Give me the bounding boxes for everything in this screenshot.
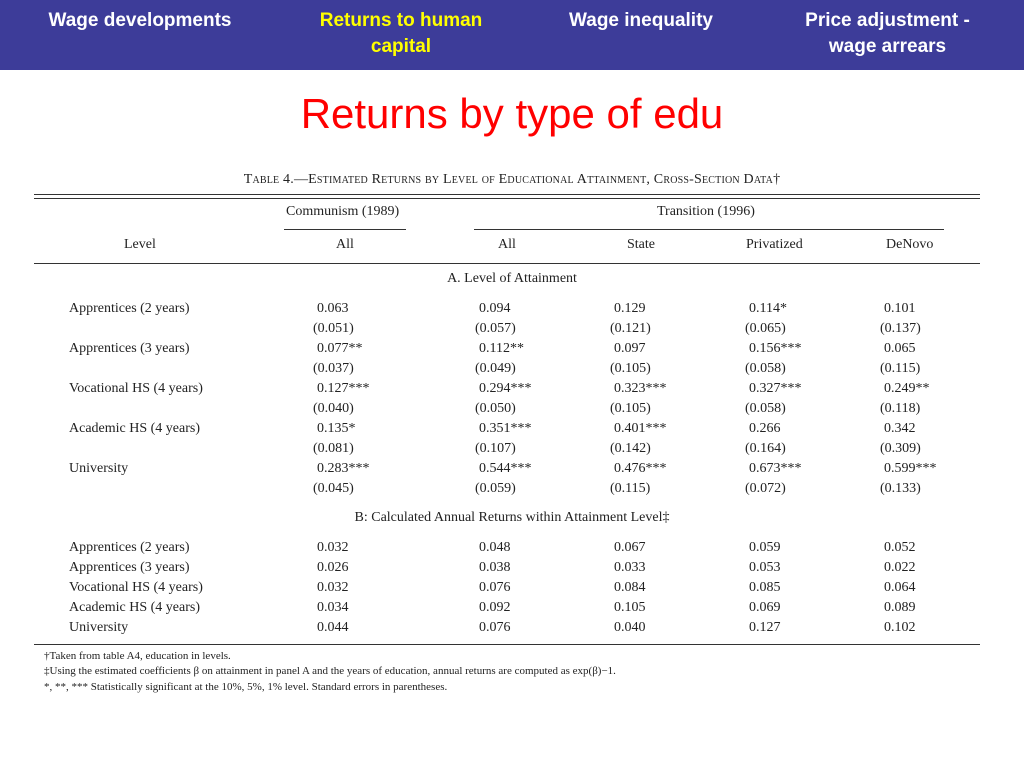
table-cell-coefficient: 0.063 [317,301,349,316]
table-cell-standard-error: (0.051) [313,321,354,336]
table-cell-annual-return: 0.059 [749,540,781,555]
table-cell-standard-error: (0.050) [475,401,516,416]
transition-underline [474,229,944,230]
table-cell-coefficient: 0.342 [884,421,916,436]
table-cell-annual-return: 0.044 [317,620,349,635]
table-cell-standard-error: (0.059) [475,481,516,496]
table-cell-coefficient: 0.112** [479,341,524,356]
nav-item-label-line2: wage arrears [828,36,947,57]
table-cell-coefficient: 0.156*** [749,341,802,356]
table-cell-annual-return: 0.040 [614,620,646,635]
table-cell-coefficient: 0.673*** [749,461,802,476]
row-label: Apprentices (3 years) [69,560,190,575]
header-rule [34,263,980,264]
table-cell-standard-error: (0.045) [313,481,354,496]
table-cell-annual-return: 0.053 [749,560,781,575]
table-cell-coefficient: 0.323*** [614,381,667,396]
table-cell-annual-return: 0.084 [614,580,646,595]
table-cell-standard-error: (0.081) [313,441,354,456]
nav-item-label-line2: capital [370,36,432,57]
nav-item-wage-developments[interactable] [18,8,262,34]
row-label: Vocational HS (4 years) [69,381,203,396]
header-transition: Transition (1996) [657,204,755,219]
nav-item-label: Wage developments [48,10,232,31]
table-cell-coefficient: 0.266 [749,421,781,436]
table-cell-standard-error: (0.049) [475,361,516,376]
table-cell-annual-return: 0.085 [749,580,781,595]
table-cell-coefficient: 0.114* [749,301,787,316]
table-cell-standard-error: (0.133) [880,481,921,496]
table-cell-standard-error: (0.057) [475,321,516,336]
table-cell-coefficient: 0.127*** [317,381,370,396]
table-cell-coefficient: 0.351*** [479,421,532,436]
slide-title: Returns by type of edu [300,90,724,137]
table-cell-annual-return: 0.032 [317,580,349,595]
bottom-rule [34,644,980,645]
table-cell-annual-return: 0.127 [749,620,781,635]
col-header-level: Level [124,237,156,252]
nav-item-wage-inequality[interactable] [538,8,744,34]
nav-item-label: Wage inequality [569,10,713,31]
col-header-all-1996: All [498,237,516,252]
table-cell-coefficient: 0.476*** [614,461,667,476]
table-cell-standard-error: (0.072) [745,481,786,496]
table-cell-standard-error: (0.065) [745,321,786,336]
table-cell-coefficient: 0.327*** [749,381,802,396]
table-cell-coefficient: 0.094 [479,301,511,316]
table-cell-coefficient: 0.294*** [479,381,532,396]
table-cell-coefficient: 0.283*** [317,461,370,476]
top-rule-second [34,198,980,199]
table-caption: Table 4.—Estimated Returns by Level of Educational Attainment, Cross-Section Data† [243,172,781,187]
table-cell-annual-return: 0.022 [884,560,916,575]
table-cell-annual-return: 0.033 [614,560,646,575]
table-cell-annual-return: 0.034 [317,600,349,615]
table-cell-annual-return: 0.076 [479,580,511,595]
nav-item-returns-to-human-capital[interactable] [283,8,519,60]
table-cell-standard-error: (0.107) [475,441,516,456]
table-cell-coefficient: 0.249** [884,381,930,396]
table-cell-annual-return: 0.102 [884,620,916,635]
footnote-dagger: †Taken from table A4, education in levels. [44,650,231,662]
table-cell-coefficient: 0.544*** [479,461,532,476]
table-cell-coefficient: 0.135* [317,421,356,436]
table-cell-standard-error: (0.058) [745,361,786,376]
row-label: University [69,461,129,476]
table-cell-annual-return: 0.048 [479,540,511,555]
table-cell-standard-error: (0.164) [745,441,786,456]
table-cell-coefficient: 0.599*** [884,461,937,476]
row-label: Apprentices (2 years) [69,540,190,555]
top-rule [34,194,980,195]
table-cell-standard-error: (0.309) [880,441,921,456]
col-header-privatized: Privatized [746,237,803,252]
table-cell-standard-error: (0.105) [610,401,651,416]
table-cell-coefficient: 0.077** [317,341,363,356]
row-label: Apprentices (3 years) [69,341,190,356]
col-header-all-1989: All [336,237,354,252]
table-cell-standard-error: (0.142) [610,441,651,456]
row-label: Vocational HS (4 years) [69,580,203,595]
panel-b-title: B: Calculated Annual Returns within Attainment Level‡ [354,510,670,525]
panel-a-title: A. Level of Attainment [447,271,577,286]
table-cell-annual-return: 0.092 [479,600,511,615]
table-cell-standard-error: (0.058) [745,401,786,416]
table-cell-annual-return: 0.105 [614,600,646,615]
table-cell-annual-return: 0.026 [317,560,349,575]
footnote-significance: *, **, *** Statistically significant at the 10%, 5%, 1% level. Standard errors in parentheses. [44,681,448,693]
table-cell-standard-error: (0.115) [880,361,921,376]
table-cell-standard-error: (0.105) [610,361,651,376]
nav-item-label: Price adjustment - [805,10,970,31]
table-cell-annual-return: 0.032 [317,540,349,555]
table-cell-coefficient: 0.101 [884,301,916,316]
table-cell-annual-return: 0.052 [884,540,916,555]
col-header-denovo: DeNovo [886,237,934,252]
table-cell-coefficient: 0.401*** [614,421,667,436]
table-cell-annual-return: 0.064 [884,580,916,595]
row-label: Academic HS (4 years) [69,600,201,615]
row-label: Academic HS (4 years) [69,421,201,436]
table-cell-standard-error: (0.118) [880,401,921,416]
table-cell-coefficient: 0.065 [884,341,916,356]
table-cell-annual-return: 0.069 [749,600,781,615]
table-cell-standard-error: (0.137) [880,321,921,336]
table-cell-standard-error: (0.115) [610,481,651,496]
row-label: Apprentices (2 years) [69,301,190,316]
footnote-double-dagger: ‡Using the estimated coefficients β on attainment in panel A and the years of education, annual returns are computed as exp(β)−1. [44,665,616,677]
row-label: University [69,620,129,635]
table-cell-annual-return: 0.089 [884,600,916,615]
table-cell-annual-return: 0.038 [479,560,511,575]
col-header-state: State [627,237,655,252]
header-communism: Communism (1989) [286,204,400,219]
table-cell-standard-error: (0.040) [313,401,354,416]
communism-underline [284,229,406,230]
table-cell-coefficient: 0.097 [614,341,646,356]
nav-item-price-adjustment[interactable] [760,8,1015,60]
table-cell-standard-error: (0.121) [610,321,651,336]
table-cell-coefficient: 0.129 [614,301,646,316]
top-navigation-bar [0,0,1024,70]
table-cell-standard-error: (0.037) [313,361,354,376]
table-cell-annual-return: 0.067 [614,540,646,555]
nav-item-label: Returns to human [319,10,483,31]
table-cell-annual-return: 0.076 [479,620,511,635]
